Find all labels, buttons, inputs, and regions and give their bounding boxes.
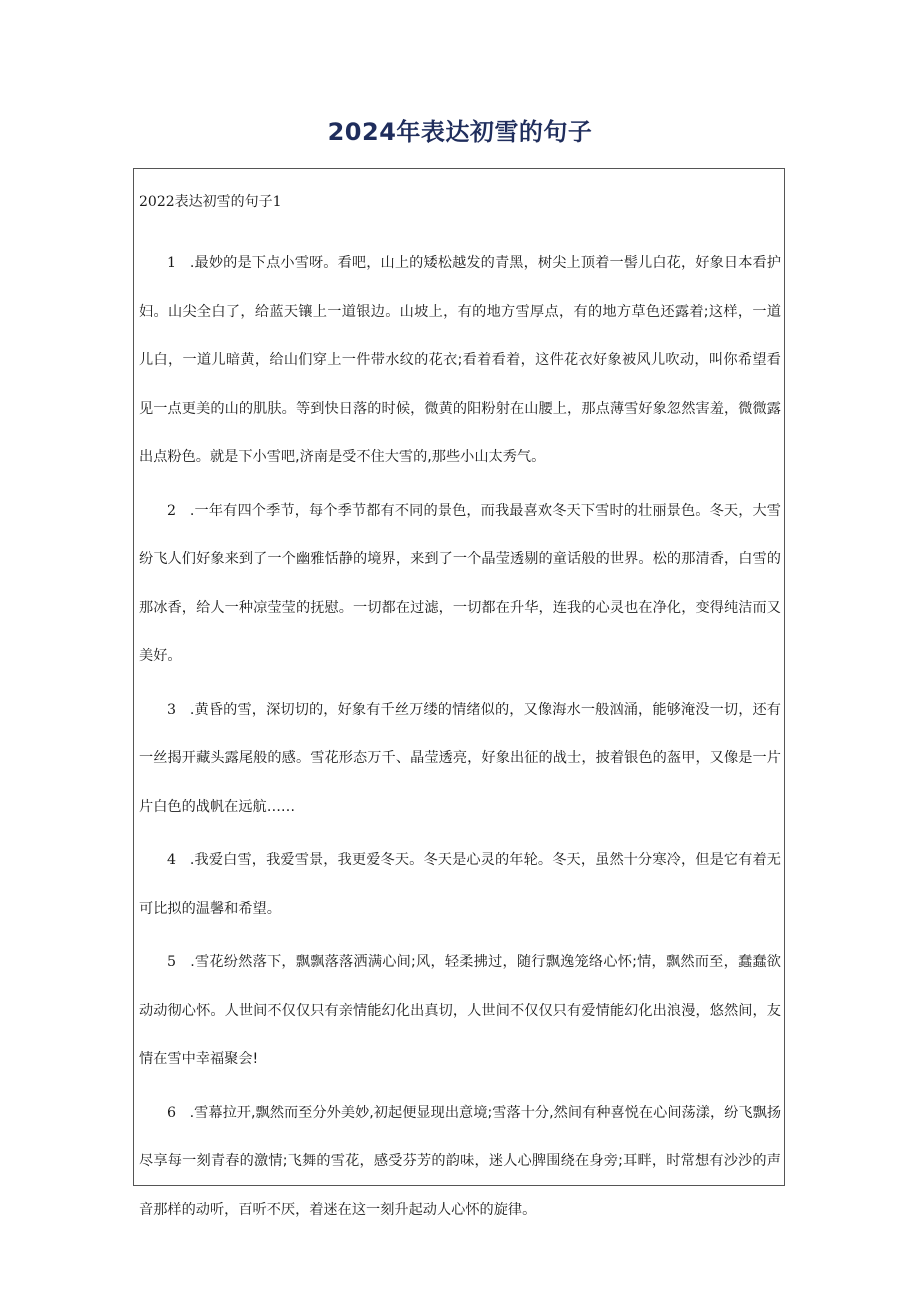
page-title: 2024年表达初雪的句子 — [327, 118, 593, 146]
entry-text: .一年有四个季节，每个季节都有不同的景色，而我最喜欢冬天下雪时的壮丽景色。冬天，大雪纷飞人们好象来到了一个幽雅恬静的境界，来到了一个晶莹透剔的童话般的世界。松的那清香，白雪的那冰香，给人一种凉莹莹的抚慰。一切都在过滤，一切都在升华，连我的心灵也在净化，变得纯洁而又美好。 — [139, 502, 781, 664]
entry-number: 2 — [167, 502, 177, 519]
entry-text: .最妙的是下点小雪呀。看吧，山上的矮松越发的青黑，树尖上顶着一髻儿白花，好象日本看护妇。山尖全白了，给蓝天镶上一道银边。山坡上，有的地方雪厚点，有的地方草色还露着;这样，一道儿白，一道儿暗黄，给山们穿上一件带水纹的花衣;看着看着，这件花衣好象被风儿吹动，叫你希望看见一点更美的山的肌肤。等到快日落的时候，微黄的阳粉射在山腰上，那点薄雪好象忽然害羞，微微露出点粉色。就是下小雪吧,济南是受不住大雪的,那些小山太秀气。 — [139, 255, 781, 465]
entry-text: .雪幕拉开,飘然而至分外美妙,初起便显现出意境;雪落十分,然间有种喜悦在心间荡漾，纷飞飘扬尽享每一刻青春的激情;飞舞的雪花，感受芬芳的韵味，迷人心脾围绕在身旁;耳畔，时常想有沙沙的声音那样的动听，百听不厌，着迷在这一刻升起动人心怀的旋律。 — [139, 1104, 782, 1218]
entry-text: .我爱白雪，我爱雪景，我更爱冬天。冬天是心灵的年轮。冬天，虽然十分寒冷，但是它有着无可比拟的温馨和希望。 — [139, 852, 781, 917]
entry-list — [139, 239, 781, 1239]
entry-text: .雪花纷然落下，飘飘落落洒满心间;风，轻柔拂过，随行飘逸笼络心怀;情，飘然而至，蠢蠢欲动动彻心怀。人世间不仅仅只有亲情能幻化出真切，人世间不仅仅只有爱情能幻化出浪漫，悠然间，友情在雪中幸福聚会! — [139, 954, 781, 1067]
entry-number: 6 — [167, 1104, 177, 1121]
entry-5 — [139, 938, 781, 1084]
entry-1 — [139, 239, 781, 482]
section-heading: 2022表达初雪的句子1 — [139, 194, 282, 210]
entry-6 — [139, 1089, 781, 1235]
entry-number: 1 — [167, 255, 177, 271]
entry-2 — [139, 487, 781, 681]
entry-number: 3 — [167, 701, 177, 718]
entry-number: 5 — [167, 954, 177, 970]
entry-4 — [139, 836, 781, 933]
entry-text: .黄昏的雪，深切切的，好象有千丝万缕的情绪似的，又像海水一般汹涌，能够淹没一切，还有一丝揭开藏头露尾般的感。雪花形态万千、晶莹透亮，好象出征的战士，披着银色的盔甲，又像是一片片白色的战帆在远航…… — [139, 701, 781, 815]
entry-3 — [139, 686, 781, 832]
content-box — [133, 168, 785, 1218]
entry-number: 4 — [167, 852, 177, 868]
